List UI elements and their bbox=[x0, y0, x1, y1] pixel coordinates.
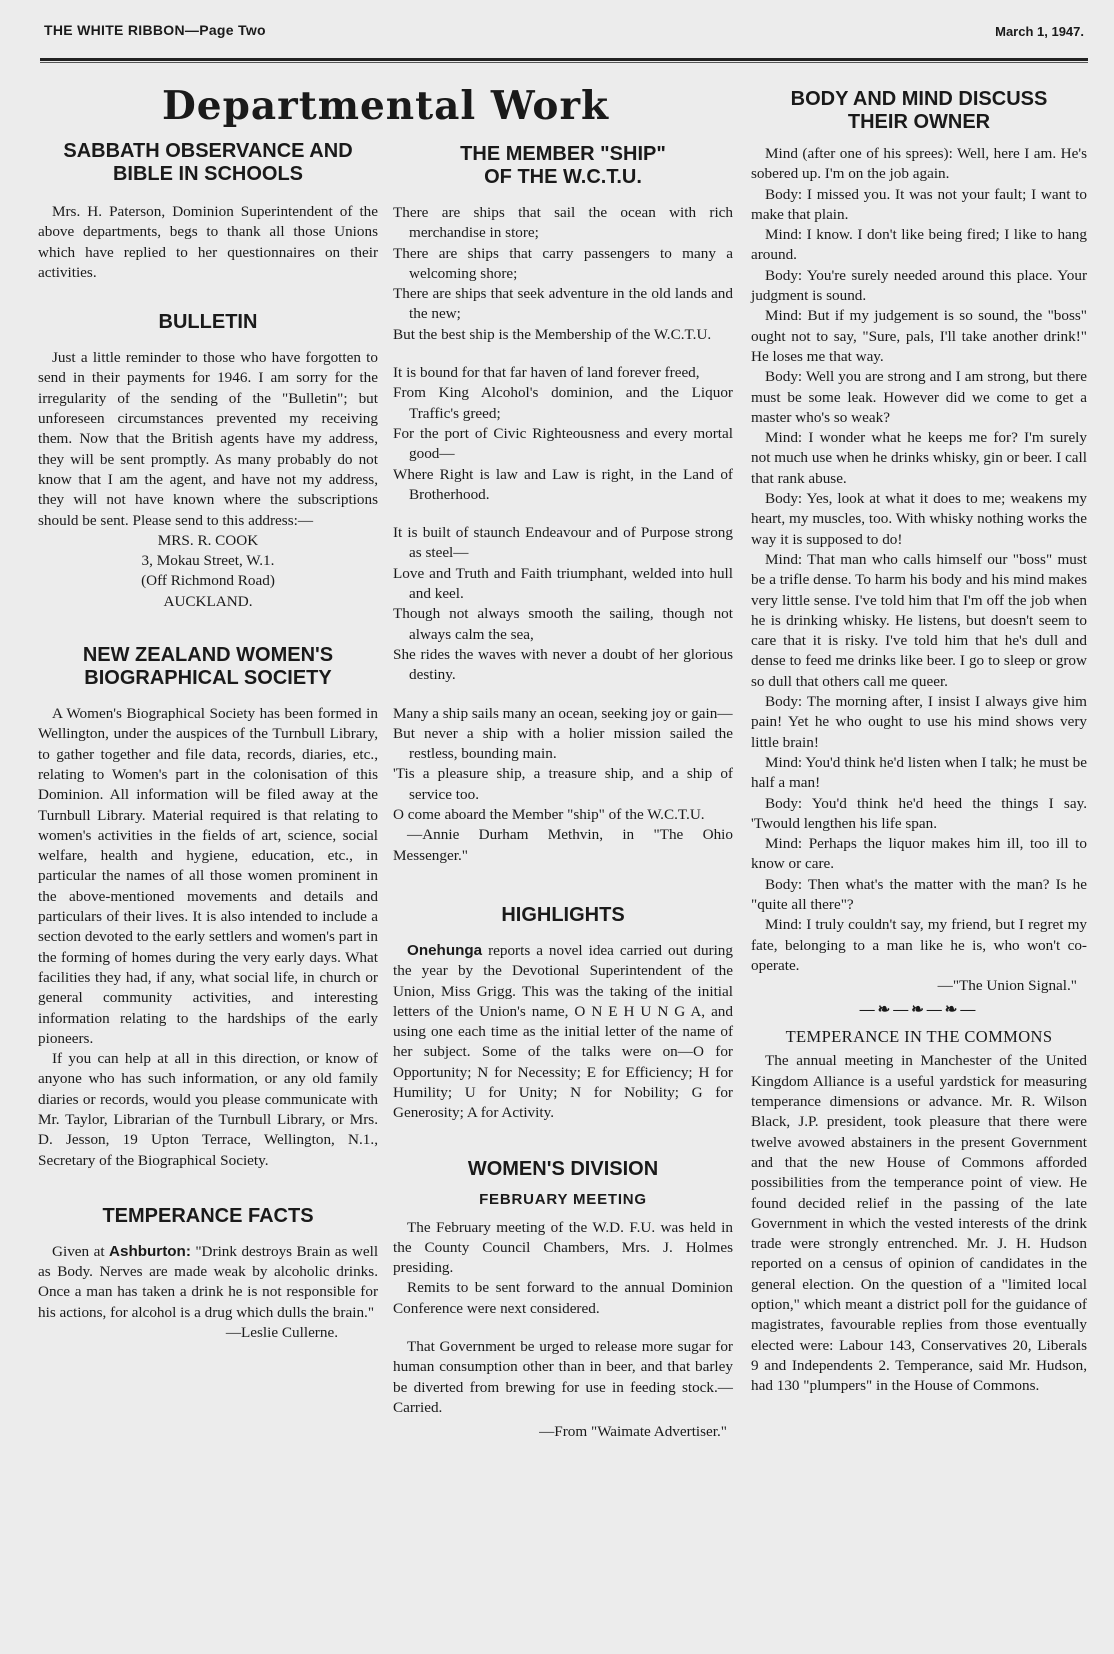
dialogue-paragraph: Mind: Perhaps the liquor makes him ill, too ill to know or care. bbox=[751, 835, 1087, 873]
dialogue-paragraph: Body: The morning after, I insist I always give him pain! Yet he who ought to use his mind shows very little brain! bbox=[751, 693, 1087, 751]
poem-line: 'Tis a pleasure ship, a treasure ship, and a ship of service too. bbox=[393, 765, 733, 803]
womens-heading: WOMEN'S DIVISION bbox=[467, 1157, 659, 1180]
facts-body bbox=[38, 1242, 378, 1323]
poem-line: It is bound for that far haven of land forever freed, bbox=[393, 364, 700, 382]
poem-line: She rides the waves with never a doubt of her glorious destiny. bbox=[393, 645, 733, 684]
dialogue-paragraph: Mind: I wonder what he keeps me for? I'm surely not much use when he drinks whisky, gin or beer. I call that rank abuse. bbox=[751, 429, 1087, 487]
dialogue-paragraph: Mind: But if my judgement is so sound, the "boss" ought not to say, "Sure, pals, I'll take another drink!" He loses me that way. bbox=[751, 307, 1087, 365]
womens-para-2: Remits to be sent forward to the annual Dominion Conference were next considered. bbox=[393, 1279, 733, 1317]
dialogue-paragraph: Body: You're surely needed around this place. Your judgment is sound. bbox=[751, 266, 1087, 305]
facts-article bbox=[38, 1205, 378, 1343]
dialogue-paragraph: Body: You'd think he'd heed the things I say. 'Twould lengthen his life span. bbox=[751, 794, 1087, 832]
poem-line: For the port of Civic Righteousness and every mortal good— bbox=[393, 424, 733, 463]
highlights-heading: HIGHLIGHTS bbox=[501, 903, 625, 926]
poem-line: There are ships that sail the ocean with rich merchandise in store; bbox=[393, 204, 733, 242]
biographical-article bbox=[38, 644, 378, 1171]
commons-heading: TEMPERANCE IN THE COMMONS bbox=[785, 1027, 1053, 1047]
ship-stanzas bbox=[393, 203, 733, 825]
dialogue-paragraph: Mind: I truly couldn't say, my friend, but I regret my fate, belonging to a man like he is, who won't co-operate. bbox=[751, 916, 1087, 974]
poem-line: It is built of staunch Endeavour and of Purpose strong as steel— bbox=[393, 524, 733, 562]
poem-line: There are ships that carry passengers to many a welcoming shore; bbox=[393, 244, 733, 282]
sabbath-heading: SABBATH OBSERVANCE AND BIBLE IN SCHOOLS bbox=[63, 140, 353, 185]
column-right bbox=[751, 88, 1087, 1397]
address-line: (Off Richmond Road) bbox=[141, 572, 275, 590]
dialogue-paragraph: Body: Well you are strong and I am strong, but there must be some leak. However did we come to get a master who's so weak? bbox=[751, 368, 1087, 426]
womens-subheading: FEBRUARY MEETING bbox=[479, 1190, 647, 1208]
bulletin-heading: BULLETIN bbox=[158, 311, 258, 334]
bulletin-body: Just a little reminder to those who have forgotten to send in their payments for 1946. I am sorry for the irregularity of the sending of the "Bulletin"; but unforeseen circumstances prevented my receiving them. Now that the British agents have my address, they will be sent promptly. As many probably do not know that I am the agent, and have not my address, they will not have known where the subscriptions should be sent. Please send to this address:— bbox=[38, 349, 378, 529]
sabbath-body: Mrs. H. Paterson, Dominion Superintendent of the above departments, begs to thank all those Unions which have replied to her questionnaires on their activities. bbox=[38, 203, 378, 281]
poem-line: There are ships that seek adventure in the old lands and the new; bbox=[393, 285, 733, 323]
highlights-text: reports a novel idea carried out during the year by the Devotional Superintendent of the Union, Miss Grigg. This was the taking of the initial letters of the Union's name, O N E H U N G A, and using one each time as the initial letter of the name of her subject. Some of the talks were on—O for Opportunity; N for Necessity; E for Efficiency; H for Humility; U for Unity; N for Nobility; G for Generosity; A for Activity. bbox=[393, 941, 733, 1122]
dialogue-paragraph: Mind: You'd think he'd listen when I talk; he must be half a man! bbox=[751, 753, 1087, 792]
bodymind-heading-line2: THEIR OWNER bbox=[847, 111, 991, 133]
biographical-para-2: If you can help at all in this direction, or know of anyone who has such information, or any old family diaries or records, would you please communicate with Mr. Taylor, Librarian of the Turnbull Library, or Mrs. D. Jesson, 19 Upton Terrace, Wellington, N.1., Secretary of the Biographical Society. bbox=[38, 1050, 378, 1169]
womens-article bbox=[393, 1158, 733, 1443]
facts-lead: Given at bbox=[52, 1242, 105, 1260]
poem-stanza bbox=[393, 363, 733, 505]
womens-para-3: That Government be urged to release more sugar for human consumption other than in beer, and that barley be diverted from brewing for use in feeding stock.—Carried. bbox=[393, 1338, 733, 1416]
address-line: MRS. R. COOK bbox=[157, 531, 259, 549]
poem-line: Many a ship sails many an ocean, seeking joy or gain— bbox=[393, 704, 733, 722]
dialogue-paragraph: Mind: That man who calls himself our "boss" must be a trifle dense. To harm his body and his mind makes very little sense. I've told him that I'm off the job when he is drinking whisky. He listens, but doesn't seem to care that it is risky. I've told him that he's dull and dense to feed me drinks like beer. I go to sleep or grow so dull that others call me queer. bbox=[751, 550, 1087, 690]
ship-attribution: —Annie Durham Methvin, in "The Ohio Messenger." bbox=[393, 826, 733, 864]
ship-poem bbox=[393, 143, 733, 866]
highlights-body bbox=[393, 941, 733, 1124]
sabbath-article bbox=[38, 140, 378, 283]
ship-heading-line2: OF THE W.C.T.U. bbox=[484, 166, 642, 188]
poem-stanza bbox=[393, 704, 733, 826]
biographical-heading: NEW ZEALAND WOMEN'S BIOGRAPHICAL SOCIETY bbox=[82, 644, 334, 690]
column-middle bbox=[393, 143, 733, 1443]
poem-line: From King Alcohol's dominion, and the Liquor Traffic's greed; bbox=[393, 384, 733, 422]
column-left bbox=[38, 140, 378, 1343]
ship-heading-line1: THE MEMBER "SHIP" bbox=[460, 143, 666, 165]
poem-stanza bbox=[393, 523, 733, 685]
womens-attribution: —From "Waimate Advertiser." bbox=[539, 1423, 727, 1441]
page-title: Departmental Work bbox=[161, 83, 610, 129]
facts-heading: TEMPERANCE FACTS bbox=[102, 1204, 314, 1227]
facts-attribution: —Leslie Cullerne. bbox=[225, 1324, 338, 1342]
dialogue-paragraph: Body: I missed you. It was not your fault; I want to make that plain. bbox=[751, 185, 1087, 223]
section-divider: —❧—❧—❧— bbox=[859, 1002, 979, 1019]
dialogue-paragraph: Mind (after one of his sprees): Well, here I am. He's sobered up. I'm on the job again. bbox=[751, 145, 1087, 183]
dialogue-paragraph: Body: Then what's the matter with the man? Is he "quite all there"? bbox=[751, 875, 1087, 913]
commons-article bbox=[751, 1027, 1087, 1396]
issue-date: March 1, 1947. bbox=[995, 24, 1084, 39]
womens-para-1: The February meeting of the W.D. F.U. was held in the County Council Chambers, Mrs. J. Holmes presiding. bbox=[393, 1218, 733, 1277]
poem-line: But the best ship is the Membership of the W.C.T.U. bbox=[393, 325, 712, 343]
dialogue-paragraph: Mind: I know. I don't like being fired; I like to hang around. bbox=[751, 226, 1087, 264]
facts-quote: "Drink destroys Brain as well as Body. Nerves are made weak by alcoholic drinks. Once a man has taken a drink he is not responsible for his actions, for alcohol is a drug which dulls the brain." bbox=[38, 1242, 379, 1321]
bodymind-attribution: —"The Union Signal." bbox=[937, 977, 1077, 995]
poem-line: O come aboard the Member "ship" of the W.C.T.U. bbox=[393, 806, 705, 824]
dialogue-paragraph: Body: Yes, look at what it does to me; weakens my heart, my muscles, too. With whisky nothing works the way it is supposed to do! bbox=[751, 490, 1087, 548]
address-line: 3, Mokau Street, W.1. bbox=[141, 552, 275, 570]
poem-line: Love and Truth and Faith triumphant, welded into hull and keel. bbox=[393, 564, 733, 603]
bodymind-heading-line1: BODY AND MIND DISCUSS bbox=[790, 88, 1048, 110]
biographical-para-1: A Women's Biographical Society has been formed in Wellington, under the auspices of the Turnbull Library, to gather together and file data, records, diaries, etc., relating to Women's part in the colonisation of this Dominion. All information will be filed away at the Turnbull Library. Material required is that relating to women's activities in the fields of art, science, social welfare, health and hygiene, education, etc., in particular the names of all those women prominent in the above-mentioned movements and details and particulars of their lives. It is also intended to include a section devoted to the early settlers and women's part in the forming of homes during the very early days. What facilities they had, if any, what social life, in church or general community activities, and interesting information relating to the hardships of the early pioneers. bbox=[38, 705, 378, 1047]
address-line: AUCKLAND. bbox=[163, 592, 253, 610]
bodymind-article bbox=[751, 88, 1087, 1019]
commons-body: The annual meeting in Manchester of the United Kingdom Alliance is a useful yardstick for measuring temperance dimensions or advance. Mr. R. Wilson Black, J.P. president, took pleasure that there were twelve avowed abstainers in the present Government and that the new House of Commons afforded possibilities from the temperance point of view. He found decided relief in the passing of the late Government in which the vested interests of the drink trade were strongly entrenched. Mr. J. H. Hudson reported on a census of opinion of candidates in the general election. On the question of a "limited local option," which meant a district poll for the guidance of magistrates, favourable replies from those eventually elected were: Labour 143, Conservatives 20, Liberals 9 and Independents 2. Temperance, said Mr. Hudson, had 130 "plumpers" in the House of Commons. bbox=[751, 1052, 1087, 1395]
bulletin-article bbox=[38, 311, 378, 612]
poem-line: Where Right is law and Law is right, in the Land of Brotherhood. bbox=[393, 465, 733, 503]
highlights-place: Onehunga bbox=[407, 941, 483, 959]
header-rule bbox=[40, 58, 1088, 63]
poem-line: But never a ship with a holier mission sailed the restless, bounding main. bbox=[393, 724, 733, 763]
bodymind-dialogue bbox=[751, 144, 1087, 976]
facts-place: Ashburton: bbox=[109, 1242, 191, 1260]
poem-line: Though not always smooth the sailing, though not always calm the sea, bbox=[393, 605, 733, 643]
poem-stanza bbox=[393, 203, 733, 345]
running-header: THE WHITE RIBBON—Page Two bbox=[44, 22, 266, 38]
highlights-article bbox=[393, 904, 733, 1124]
